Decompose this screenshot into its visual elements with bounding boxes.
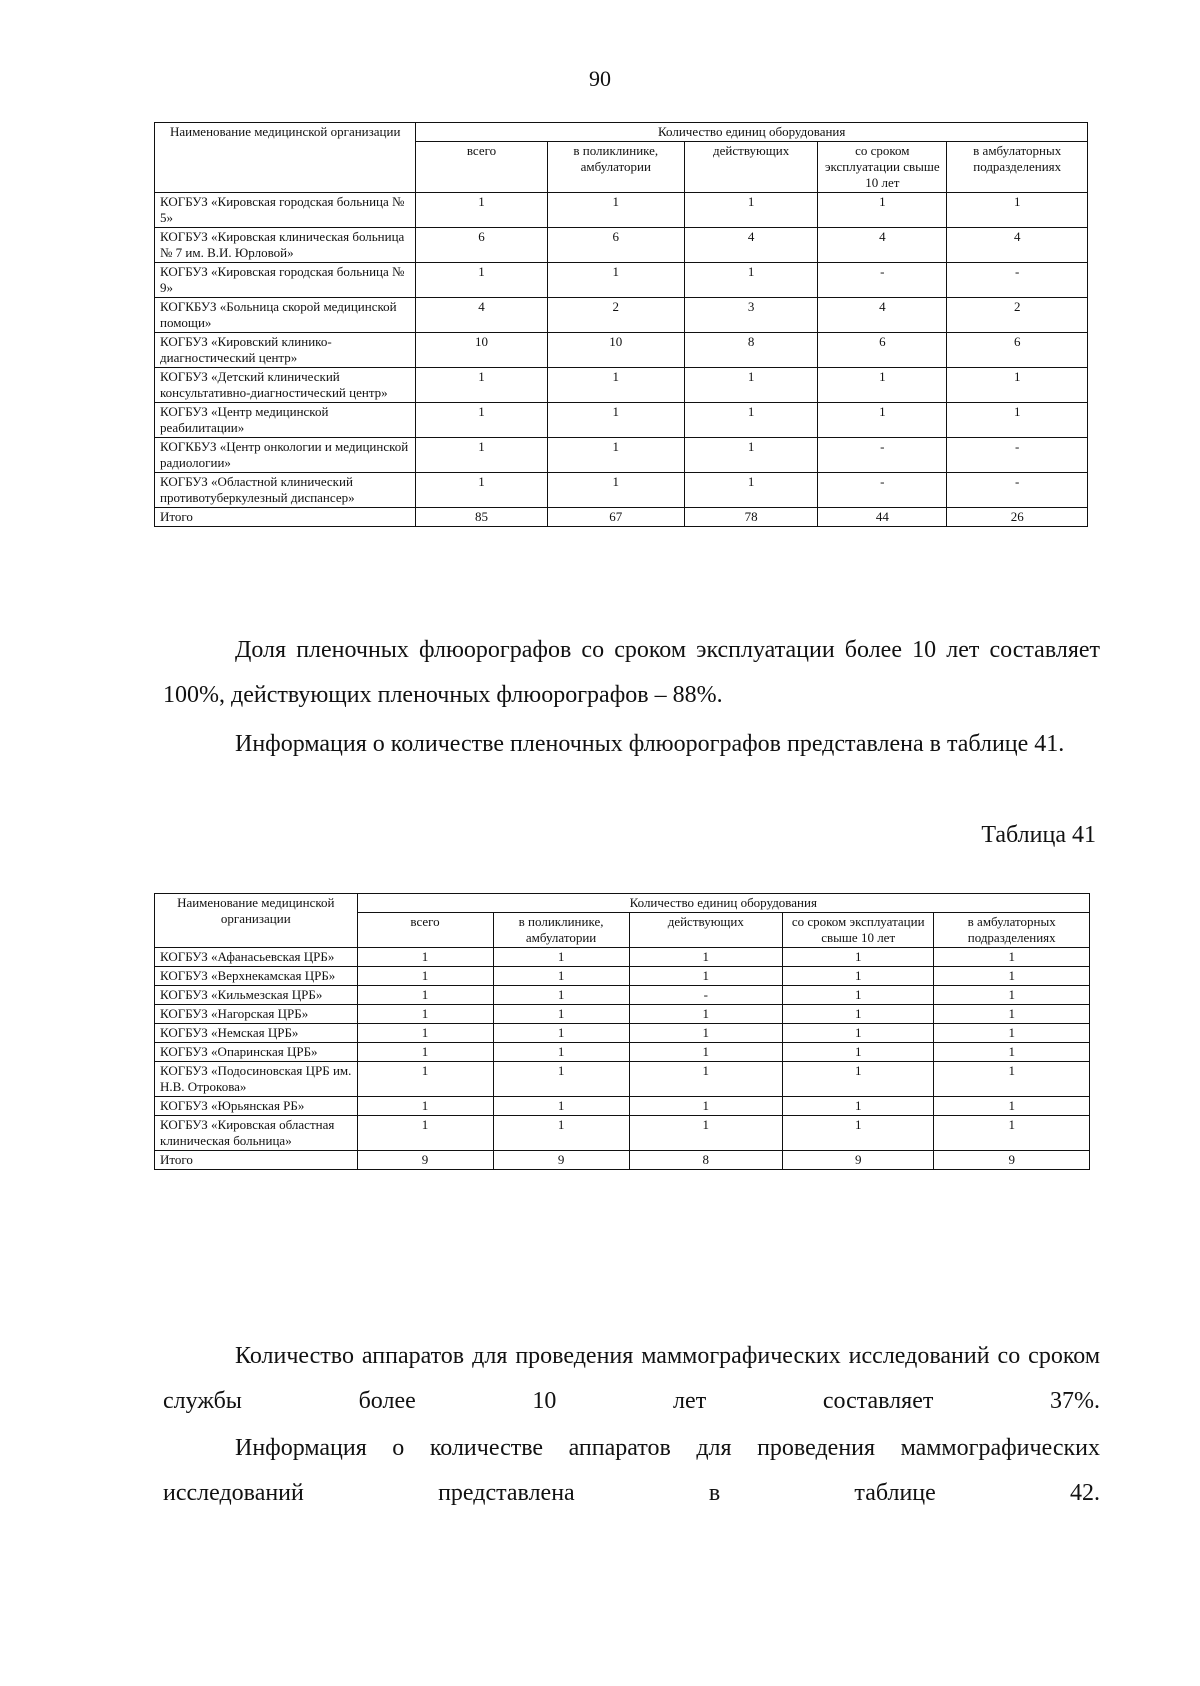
table-row	[155, 193, 1088, 228]
value-cell: 1	[629, 967, 782, 986]
equipment-table-40	[154, 122, 1088, 527]
org-name-cell: КОГКБУЗ «Больница скорой медицинской помощи»	[155, 298, 416, 333]
value-cell: 1	[629, 1005, 782, 1024]
value-cell: 44	[818, 508, 947, 527]
header-col: действующих	[684, 142, 817, 193]
value-cell: 1	[416, 263, 547, 298]
value-cell: 9	[357, 1151, 493, 1170]
value-cell: 4	[947, 228, 1088, 263]
table-row	[155, 263, 1088, 298]
value-cell: 6	[416, 228, 547, 263]
value-cell: 1	[547, 438, 684, 473]
value-cell: 1	[934, 1116, 1090, 1151]
value-cell: 1	[416, 193, 547, 228]
org-name-cell: КОГБУЗ «Областной клинический противотуберкулезный диспансер»	[155, 473, 416, 508]
value-cell: 1	[629, 1043, 782, 1062]
org-name-cell: КОГБУЗ «Центр медицинской реабилитации»	[155, 403, 416, 438]
value-cell: 1	[684, 368, 817, 403]
paragraph-mammo-info: Информация о количестве аппаратов для проведения маммографических исследований представлена в таблице 42.	[163, 1435, 1100, 1506]
table-row	[155, 403, 1088, 438]
org-name-cell: КОГБУЗ «Кировская областная клиническая больница»	[155, 1116, 358, 1151]
header-org: Наименование медицинской организации	[155, 123, 416, 193]
value-cell: -	[629, 986, 782, 1005]
table-row	[155, 368, 1088, 403]
org-name-cell: КОГБУЗ «Кильмезская ЦРБ»	[155, 986, 358, 1005]
value-cell: 1	[547, 263, 684, 298]
table-row	[155, 228, 1088, 263]
table-row	[155, 967, 1090, 986]
header-col: всего	[416, 142, 547, 193]
table-row	[155, 1005, 1090, 1024]
value-cell: 8	[629, 1151, 782, 1170]
org-name-cell: КОГБУЗ «Опаринская ЦРБ»	[155, 1043, 358, 1062]
org-name-cell: Итого	[155, 508, 416, 527]
value-cell: 4	[818, 228, 947, 263]
org-name-cell: КОГБУЗ «Детский клинический консультативно-диагностический центр»	[155, 368, 416, 403]
table-row	[155, 1116, 1090, 1151]
value-cell: 1	[547, 193, 684, 228]
value-cell: 1	[357, 986, 493, 1005]
org-name-cell: КОГБУЗ «Немская ЦРБ»	[155, 1024, 358, 1043]
value-cell: 1	[547, 473, 684, 508]
value-cell: 9	[493, 1151, 629, 1170]
value-cell: 1	[416, 473, 547, 508]
value-cell: 1	[818, 193, 947, 228]
value-cell: 6	[947, 333, 1088, 368]
table-caption: Таблица 41	[981, 822, 1096, 848]
value-cell: 9	[783, 1151, 934, 1170]
org-name-cell: КОГБУЗ «Кировский клинико-диагностический центр»	[155, 333, 416, 368]
value-cell: 78	[684, 508, 817, 527]
value-cell: 4	[818, 298, 947, 333]
value-cell: 10	[547, 333, 684, 368]
value-cell: 1	[416, 403, 547, 438]
value-cell: 1	[493, 1024, 629, 1043]
header-col: действующих	[629, 913, 782, 948]
value-cell: 4	[684, 228, 817, 263]
org-name-cell: КОГБУЗ «Кировская городская больница № 5»	[155, 193, 416, 228]
org-name-cell: КОГБУЗ «Верхнекамская ЦРБ»	[155, 967, 358, 986]
value-cell: 1	[629, 1062, 782, 1097]
value-cell: 2	[547, 298, 684, 333]
value-cell: 1	[684, 403, 817, 438]
value-cell: 1	[493, 1097, 629, 1116]
value-cell: 1	[783, 948, 934, 967]
value-cell: 1	[934, 1024, 1090, 1043]
header-col: со сроком эксплуатации свыше 10 лет	[783, 913, 934, 948]
value-cell: 1	[357, 1024, 493, 1043]
value-cell: 1	[934, 1043, 1090, 1062]
org-name-cell: КОГБУЗ «Нагорская ЦРБ»	[155, 1005, 358, 1024]
table-row	[155, 508, 1088, 527]
value-cell: 1	[357, 967, 493, 986]
value-cell: 1	[783, 1097, 934, 1116]
value-cell: 1	[357, 1043, 493, 1062]
value-cell: 26	[947, 508, 1088, 527]
value-cell: 1	[493, 1062, 629, 1097]
value-cell: 1	[934, 967, 1090, 986]
value-cell: 1	[818, 403, 947, 438]
value-cell: 1	[684, 438, 817, 473]
value-cell: 1	[547, 403, 684, 438]
value-cell: 1	[818, 368, 947, 403]
value-cell: 1	[416, 438, 547, 473]
value-cell: -	[947, 473, 1088, 508]
value-cell: 1	[783, 1024, 934, 1043]
value-cell: 1	[629, 1024, 782, 1043]
value-cell: 1	[947, 193, 1088, 228]
header-col: со сроком эксплуатации свыше 10 лет	[818, 142, 947, 193]
table-row	[155, 1097, 1090, 1116]
value-cell: -	[947, 438, 1088, 473]
table-row	[155, 1043, 1090, 1062]
value-cell: 1	[783, 1062, 934, 1097]
value-cell: 1	[357, 948, 493, 967]
value-cell: 6	[547, 228, 684, 263]
value-cell: 4	[416, 298, 547, 333]
value-cell: 1	[493, 1043, 629, 1062]
value-cell: 1	[934, 1062, 1090, 1097]
value-cell: 1	[357, 1116, 493, 1151]
header-group: Количество единиц оборудования	[416, 123, 1088, 142]
value-cell: 67	[547, 508, 684, 527]
header-col: в амбулаторных подразделениях	[947, 142, 1088, 193]
org-name-cell: КОГБУЗ «Подосиновская ЦРБ им. Н.В. Отрокова»	[155, 1062, 358, 1097]
value-cell: 1	[934, 1097, 1090, 1116]
org-name-cell: КОГБУЗ «Афанасьевская ЦРБ»	[155, 948, 358, 967]
org-name-cell: КОГБУЗ «Юрьянская РБ»	[155, 1097, 358, 1116]
value-cell: 1	[934, 1005, 1090, 1024]
value-cell: 8	[684, 333, 817, 368]
value-cell: 1	[357, 1005, 493, 1024]
header-group: Количество единиц оборудования	[357, 894, 1089, 913]
value-cell: 1	[493, 948, 629, 967]
table-row	[155, 438, 1088, 473]
header-col: всего	[357, 913, 493, 948]
value-cell: 1	[493, 1116, 629, 1151]
value-cell: 1	[629, 1097, 782, 1116]
value-cell: 1	[357, 1062, 493, 1097]
table-row	[155, 948, 1090, 967]
org-name-cell: КОГКБУЗ «Центр онкологии и медицинской радиологии»	[155, 438, 416, 473]
value-cell: 1	[547, 368, 684, 403]
value-cell: -	[947, 263, 1088, 298]
value-cell: 1	[783, 967, 934, 986]
value-cell: 1	[947, 368, 1088, 403]
value-cell: 1	[629, 948, 782, 967]
table-row	[155, 473, 1088, 508]
org-name-cell: Итого	[155, 1151, 358, 1170]
org-name-cell: КОГБУЗ «Кировская клиническая больница № 7 им. В.И. Юрловой»	[155, 228, 416, 263]
table-row	[155, 986, 1090, 1005]
value-cell: -	[818, 263, 947, 298]
value-cell: 1	[493, 986, 629, 1005]
value-cell: 1	[783, 1116, 934, 1151]
value-cell: 9	[934, 1151, 1090, 1170]
org-name-cell: КОГБУЗ «Кировская городская больница № 9»	[155, 263, 416, 298]
value-cell: 1	[684, 473, 817, 508]
value-cell: 1	[934, 948, 1090, 967]
value-cell: 3	[684, 298, 817, 333]
value-cell: 1	[493, 1005, 629, 1024]
value-cell: 1	[684, 263, 817, 298]
value-cell: 1	[934, 986, 1090, 1005]
table-body	[155, 193, 1088, 527]
value-cell: 6	[818, 333, 947, 368]
value-cell: 1	[493, 967, 629, 986]
value-cell: 2	[947, 298, 1088, 333]
value-cell: 10	[416, 333, 547, 368]
paragraph-film-share: Доля пленочных флюорографов со сроком эксплуатации более 10 лет составляет 100%, действующих пленочных флюорографов – 88%.	[163, 637, 1100, 708]
value-cell: 1	[357, 1097, 493, 1116]
paragraph-film-info: Информация о количестве пленочных флюорографов представлена в таблице 41.	[235, 731, 1065, 757]
paragraph-mammo-share: Количество аппаратов для проведения маммографических исследований со сроком службы более 10 лет составляет 37%.	[163, 1343, 1100, 1414]
equipment-table-41	[154, 893, 1090, 1170]
header-col: в поликлинике, амбулатории	[547, 142, 684, 193]
table-row	[155, 298, 1088, 333]
page-number: 90	[589, 66, 611, 91]
value-cell: -	[818, 438, 947, 473]
value-cell: 1	[629, 1116, 782, 1151]
value-cell: 1	[783, 986, 934, 1005]
header-col: в поликлинике, амбулатории	[493, 913, 629, 948]
header-col: в амбулаторных подразделениях	[934, 913, 1090, 948]
table-row	[155, 1062, 1090, 1097]
value-cell: 1	[684, 193, 817, 228]
value-cell: 1	[783, 1005, 934, 1024]
table-row	[155, 1151, 1090, 1170]
value-cell: 1	[947, 403, 1088, 438]
table-row	[155, 1024, 1090, 1043]
value-cell: 1	[416, 368, 547, 403]
value-cell: 85	[416, 508, 547, 527]
value-cell: -	[818, 473, 947, 508]
table-body	[155, 948, 1090, 1170]
value-cell: 1	[783, 1043, 934, 1062]
header-org: Наименование медицинской организации	[155, 894, 358, 948]
table-row	[155, 333, 1088, 368]
